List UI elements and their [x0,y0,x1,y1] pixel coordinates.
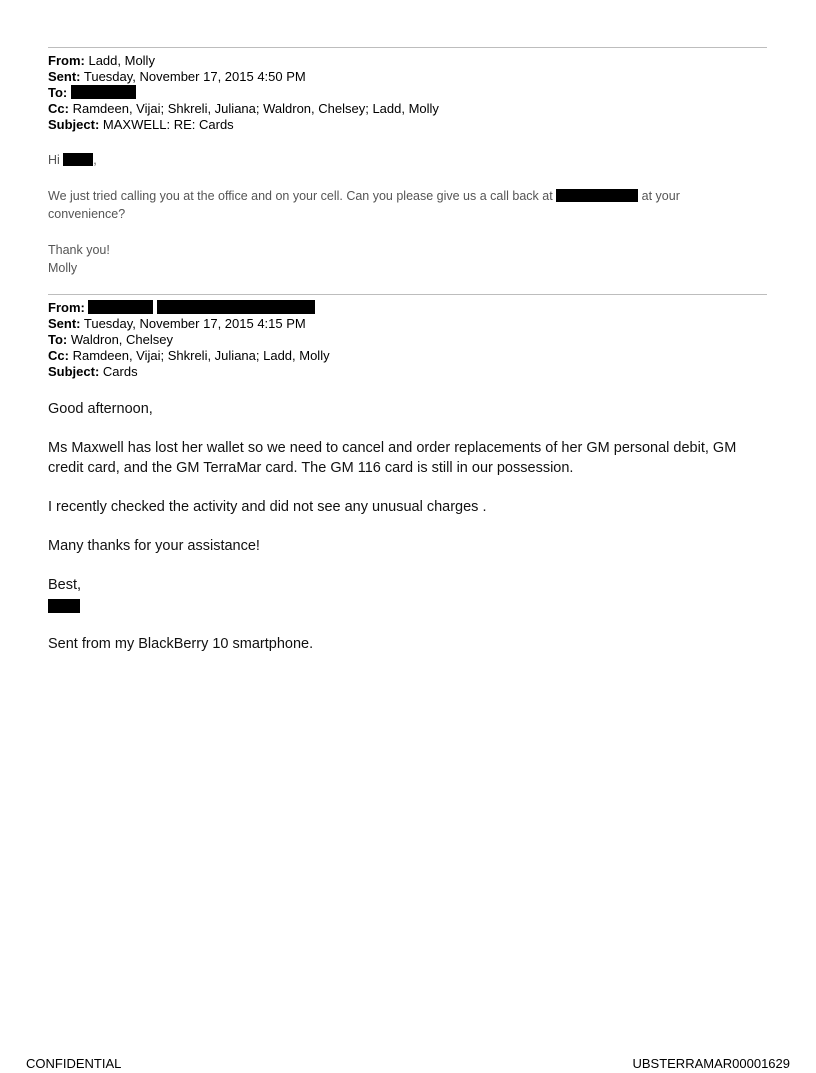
top-divider [48,47,767,48]
from-label: From: [48,300,85,315]
redaction-box [71,85,136,99]
email2-sent-row [48,316,330,332]
subject-value: MAXWELL: RE: Cards [102,117,234,132]
from-label: From: [48,53,85,68]
sent-label: Sent: [48,69,81,84]
email2-signoff: Best, [48,577,82,593]
body-line: convenience? [48,207,126,221]
signoff-text: Thank you! [48,243,110,257]
cc-label: Cc: [48,348,69,363]
email1-body [48,187,680,223]
email2-to-row [48,332,330,348]
greeting-comma: , [93,153,97,167]
email1-header [48,53,439,133]
body-text: We just tried calling you at the office and on your cell. Can you please give us a call back at [48,189,553,203]
to-value: Waldron, Chelsey [70,332,173,347]
email2-paragraph-3: Many thanks for your assistance! [48,538,260,554]
email1-cc-row [48,101,439,117]
sent-value: Tuesday, November 17, 2015 4:15 PM [83,316,306,331]
email2-subject-row [48,364,330,380]
signature-text: Molly [48,261,78,275]
body-text-end: at your [641,189,680,203]
redaction-box [63,153,93,166]
footer-confidential: CONFIDENTIAL [26,1056,122,1071]
body-line: credit card, and the GM TerraMar card. The GM 116 card is still in our possession. [48,460,574,476]
email2-sent-from: Sent from my BlackBerry 10 smartphone. [48,636,314,652]
subject-label: Subject: [48,364,100,379]
redaction-box [556,189,638,202]
sent-label: Sent: [48,316,81,331]
email1-to-row [48,85,439,101]
email2-paragraph-2: I recently checked the activity and did not see any unusual charges . [48,499,487,515]
email1-greeting [48,151,97,169]
body-line [48,187,680,205]
cc-label: Cc: [48,101,69,116]
redaction-box [48,599,80,613]
to-label: To: [48,332,68,347]
email1-sent-row [48,69,439,85]
email2-paragraph-1 [48,438,736,478]
body-line: Ms Maxwell has lost her wallet so we need to cancel and order replacements of her GM personal debit, GM [48,440,737,456]
subject-label: Subject: [48,117,100,132]
sent-value: Tuesday, November 17, 2015 4:50 PM [83,69,306,84]
from-value: Ladd, Molly [88,53,155,68]
redaction-box [88,300,153,314]
email-divider [48,294,767,295]
email2-header [48,300,330,380]
email2-from-row [48,300,330,316]
email1-subject-row [48,117,439,133]
greeting-text: Hi [48,153,60,167]
to-label: To: [48,85,68,100]
redaction-box [157,300,315,314]
cc-value: Ramdeen, Vijai; Shkreli, Juliana; Ladd, Molly [72,348,330,363]
footer-bates-number: UBSTERRAMAR00001629 [632,1056,790,1071]
cc-value: Ramdeen, Vijai; Shkreli, Juliana; Waldron, Chelsey; Ladd, Molly [72,101,439,116]
subject-value: Cards [102,364,138,379]
email2-greeting: Good afternoon, [48,401,153,417]
email1-from-row [48,53,439,69]
email2-cc-row [48,348,330,364]
email1-signoff [48,241,110,277]
